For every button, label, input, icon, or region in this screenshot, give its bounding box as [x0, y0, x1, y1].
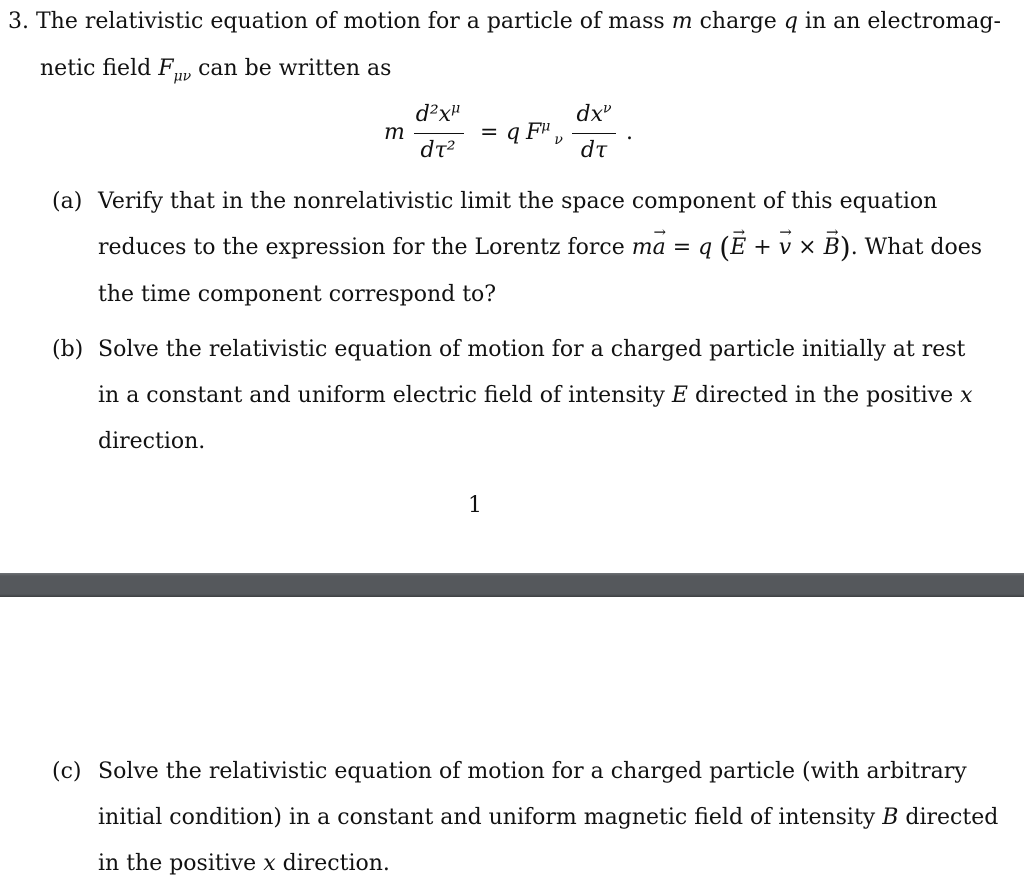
part-a-line-3: the time component correspond to? [98, 282, 497, 307]
lhs-fraction-bar [414, 133, 464, 134]
part-a-label: (a) [52, 189, 83, 214]
part-a-line-1: Verify that in the nonrelativistic limit the space component of this equation [98, 189, 938, 214]
page-1: 3. The relativistic equation of motion for a particle of mass m charge q in an electromag- netic field $F_{\mu\nu}$ can be written as m $d^2x^\mu$ dτ² = q $F^\mu_\nu$ $dx^\nu$ dτ . (a) Verify that in the nonrelativistic limit the space component of this equation reduces to the expression for the Lorentz force m→ a = q (→ E + → v × → B). What does the time component correspond to? (b) Solve the relativistic equation of motion for a charged particle initially at rest in a constant and uniform electric field of intensity E directed in the positive x direction. 1 [0, 0, 1024, 573]
part-b-label: (b) [52, 337, 84, 362]
field-tensor: $F^\mu_\nu$ [526, 118, 563, 149]
part-c-line-1: Solve the relativistic equation of motion for a charged particle (with arbitrary [98, 759, 967, 784]
rhs-fraction-bar [572, 133, 616, 134]
part-a-line-2: reduces to the expression for the Lorentz force m→ a = q (→ E + → v × → B). What does [98, 233, 1004, 263]
part-c-label: (c) [52, 759, 82, 784]
page-number: 1 [468, 493, 482, 518]
problem-number: 3. [8, 9, 29, 34]
part-b-line-2: in a constant and uniform electric field of intensity E directed in the positive x [98, 383, 973, 408]
part-b-line-1: Solve the relativistic equation of motion for a charged particle initially at rest [98, 337, 966, 362]
page-2 [0, 597, 1024, 888]
part-c-line-2: initial condition) in a constant and uniform magnetic field of intensity B directed [98, 805, 999, 830]
problem-intro-line-2: netic field $F_{\mu\nu}$ can be written as [40, 56, 392, 85]
rhs-denominator: dτ [580, 138, 608, 163]
rhs-numerator: $dx^\nu$ [576, 100, 612, 127]
problem-intro-line-1: 3. The relativistic equation of motion for a particle of mass m charge q in an electromag- [8, 9, 1001, 34]
lhs-numerator: $d^2x^\mu$ [415, 100, 461, 127]
page-separator [0, 573, 1024, 597]
part-c-line-3: in the positive x direction. [98, 851, 390, 876]
lhs-denominator: dτ² [420, 138, 456, 163]
part-b-line-3: direction. [98, 429, 206, 454]
